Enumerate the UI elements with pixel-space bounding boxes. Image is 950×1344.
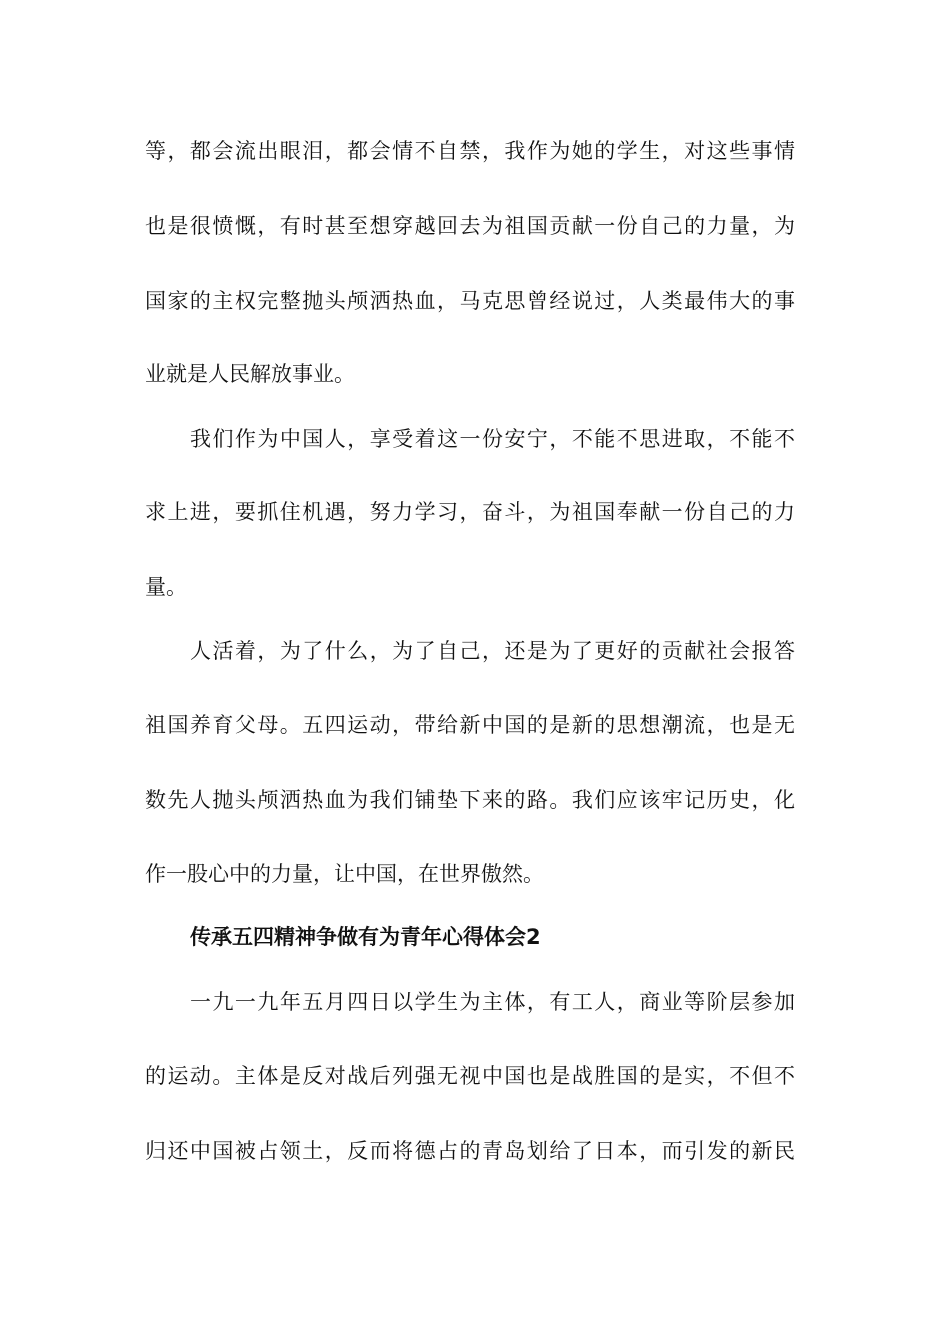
paragraph-1-line-4: 业就是人民解放事业。: [145, 362, 355, 386]
paragraph-1-line-3: 国家的主权完整抛头颅洒热血，马克思曾经说过，人类最伟大的事: [145, 289, 795, 313]
paragraph-4-line-3: 归还中国被占领土，反而将德占的青岛划给了日本，而引发的新民: [145, 1139, 795, 1163]
paragraph-4-line-1: 一九一九年五月四日以学生为主体，有工人，商业等阶层参加: [190, 990, 795, 1014]
paragraph-3-line-2: 祖国养育父母。五四运动，带给新中国的是新的思想潮流，也是无: [145, 713, 795, 737]
paragraph-2-line-1: 我们作为中国人，享受着这一份安宁，不能不思进取，不能不: [190, 427, 795, 451]
paragraph-2-line-3: 量。: [145, 575, 187, 599]
paragraph-1-line-2: 也是很愤慨，有时甚至想穿越回去为祖国贡献一份自己的力量，为: [145, 214, 795, 238]
paragraph-4-line-2: 的运动。主体是反对战后列强无视中国也是战胜国的是实，不但不: [145, 1064, 795, 1088]
section-heading: 传承五四精神争做有为青年心得体会2: [190, 925, 541, 949]
paragraph-3-line-1: 人活着，为了什么，为了自己，还是为了更好的贡献社会报答: [190, 639, 795, 663]
paragraph-3-line-4: 作一股心中的力量，让中国，在世界傲然。: [145, 862, 544, 886]
paragraph-3-line-3: 数先人抛头颅洒热血为我们铺垫下来的路。我们应该牢记历史，化: [145, 788, 795, 812]
paragraph-2-line-2: 求上进，要抓住机遇，努力学习，奋斗，为祖国奉献一份自己的力: [145, 500, 795, 524]
paragraph-1-line-1: 等，都会流出眼泪，都会情不自禁，我作为她的学生，对这些事情: [145, 139, 795, 163]
